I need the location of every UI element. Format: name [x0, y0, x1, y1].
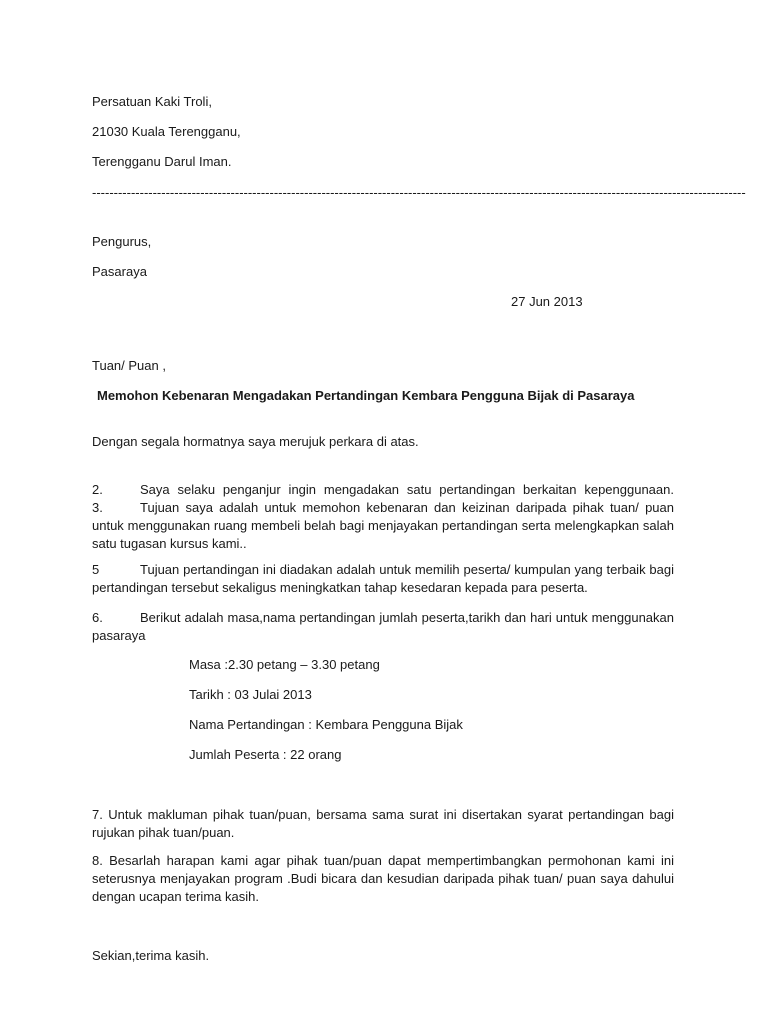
recipient-title: Pengurus,: [92, 234, 152, 249]
paragraph-3-number: 3.: [92, 500, 103, 515]
paragraph-2-line: [92, 481, 674, 499]
paragraph-2-3: [92, 481, 674, 553]
paragraph-8-line-2: seterusnya menjayakan program .Budi bicara dan kesudian daripada pihak tuan/ puan saya dahului: [92, 871, 674, 886]
separator-line: -------------------------------------------------------------------------------------------------------------------------------------------------------: [92, 185, 746, 200]
paragraph-3-line-1: [92, 499, 674, 517]
subject-heading: Memohon Kebenaran Mengadakan Pertandingan Kembara Pengguna Bijak di Pasaraya: [97, 388, 635, 403]
paragraph-7-line-1: 7. Untuk makluman pihak tuan/puan, bersama sama surat ini disertakan syarat pertandingan bagi: [92, 807, 674, 822]
paragraph-7: [92, 806, 674, 842]
detail-jumlah-peserta: Jumlah Peserta : 22 orang: [189, 747, 342, 762]
paragraph-8: [92, 852, 674, 906]
paragraph-5-line-1: [92, 561, 674, 579]
paragraph-8-line-3: dengan ucapan terima kasih.: [92, 889, 259, 904]
detail-masa: Masa :2.30 petang – 3.30 petang: [189, 657, 380, 672]
paragraph-6-number: 6.: [92, 610, 103, 625]
paragraph-5: [92, 561, 674, 597]
paragraph-3-line-2: untuk menggunakan ruang membeli belah bagi menjayakan pertandingan serta melengkapkan salah: [92, 518, 674, 533]
paragraph-3-text-1: Tujuan saya adalah untuk memohon kebenaran dan keizinan daripada pihak tuan/ puan: [140, 500, 674, 515]
paragraph-5-text-1: Tujuan pertandingan ini diadakan adalah untuk memilih peserta/ kumpulan yang terbaik bagi: [140, 562, 674, 577]
recipient-name: Pasaraya: [92, 264, 147, 279]
letter-date: 27 Jun 2013: [511, 294, 583, 309]
sender-postcode-city: 21030 Kuala Terengganu,: [92, 124, 241, 139]
paragraph-7-line-2: rujukan pihak tuan/puan.: [92, 825, 235, 840]
paragraph-2-number: 2.: [92, 482, 103, 497]
paragraph-6-line-1: [92, 609, 674, 627]
detail-nama-pertandingan: Nama Pertandingan : Kembara Pengguna Bijak: [189, 717, 463, 732]
closing-line: Sekian,terima kasih.: [92, 948, 210, 963]
paragraph-6: [92, 609, 674, 645]
paragraph-2-text: Saya selaku penganjur ingin mengadakan satu pertandingan berkaitan kepenggunaan.: [140, 482, 674, 497]
salutation: Tuan/ Puan ,: [92, 358, 166, 373]
intro-paragraph: Dengan segala hormatnya saya merujuk perkara di atas.: [92, 434, 419, 449]
paragraph-6-text-1: Berikut adalah masa,nama pertandingan jumlah peserta,tarikh dan hari untuk menggunakan: [140, 610, 674, 625]
paragraph-5-number: 5: [92, 562, 100, 577]
paragraph-8-line-1: 8. Besarlah harapan kami agar pihak tuan/puan dapat mempertimbangkan permohonan kami ini: [92, 853, 674, 868]
detail-tarikh: Tarikh : 03 Julai 2013: [189, 687, 312, 702]
paragraph-5-line-2: pertandingan tersebut sekaligus meningkatkan tahap kesedaran kepada para peserta.: [92, 580, 588, 595]
paragraph-6-line-2: pasaraya: [92, 628, 146, 643]
sender-state: Terengganu Darul Iman.: [92, 154, 232, 169]
paragraph-3-line-3: satu tugasan kursus kami..: [92, 536, 247, 551]
sender-name: Persatuan Kaki Troli,: [92, 94, 212, 109]
